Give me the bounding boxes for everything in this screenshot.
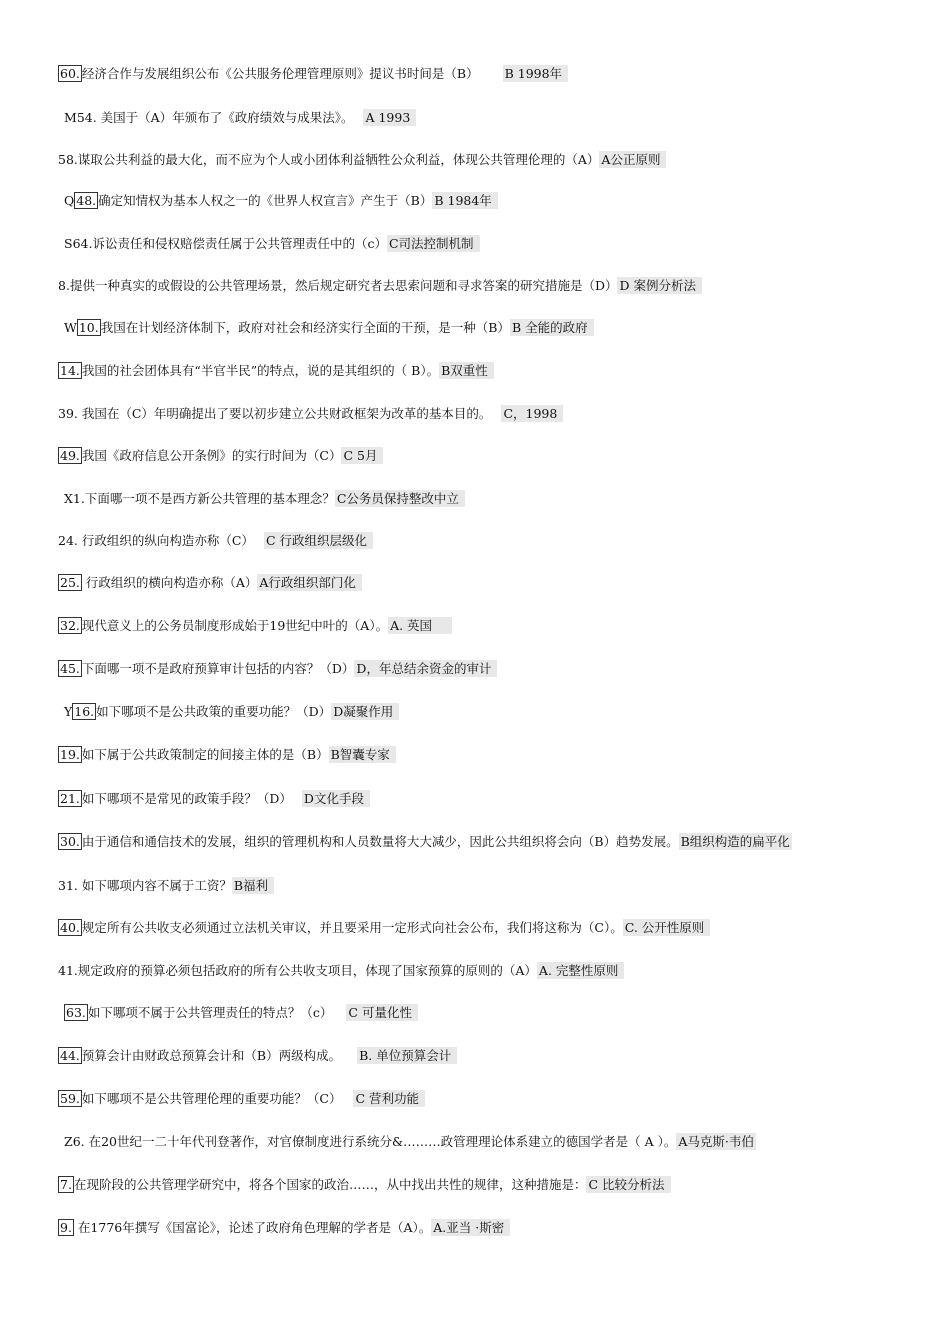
question-number: 44. [60,1048,80,1063]
answer-highlight: C 比较分析法 [586,1176,670,1193]
question-number: 63. [66,1005,86,1020]
question-line [58,573,362,593]
answer-highlight: B智囊专家 [329,746,396,763]
question-line [58,745,396,765]
question-line [58,361,494,381]
question-text: 提供一种真实的或假设的公共管理场景，然后规定研究者去思索问题和寻求答案的研究措施是（D） [69,278,618,293]
question-line [58,64,568,84]
answer-highlight: A.亚当 ·斯密 [431,1219,510,1236]
question-number: 31. [58,878,78,893]
question-line [58,1003,418,1023]
question-text: 确定知情权为基本人权之一的《世界人权宣言》产生于（B） [98,193,433,208]
question-prefix: Z [64,1134,73,1149]
question-prefix: S [64,236,73,251]
question-prefix: M [64,110,77,125]
question-number: 59. [60,1091,80,1106]
question-number: 30. [60,834,80,849]
answer-highlight: A 1993 [363,109,416,126]
answer-highlight: C，1998 [501,405,563,422]
question-text: 由于通信和通信技术的发展，组织的管理机构和人员数量将大大减少，因此公共组织将会向（B）趋势发展。 [81,834,679,849]
question-number: 60. [60,66,80,81]
question-line [58,616,452,636]
question-line [58,446,383,466]
question-number: 40. [60,920,80,935]
answer-highlight: D 案例分析法 [617,277,702,294]
question-line [58,1089,425,1109]
question-number: 14. [60,363,80,378]
answer-highlight: A. 英国 [388,617,452,634]
question-number: 8. [58,278,70,293]
answer-highlight: C. 公开性原则 [623,919,711,936]
question-line [58,276,702,296]
answer-highlight: C 行政组织层级化 [264,532,373,549]
question-line [64,234,480,254]
question-line [64,318,594,338]
question-text: 行政组织的横向构造亦称（A） [81,575,258,590]
question-number: 58. [58,152,78,167]
question-number: 64. [72,236,93,251]
question-line [64,489,465,509]
question-number: 19. [60,747,80,762]
question-number: 21. [60,791,80,806]
question-number: 25. [60,575,80,590]
question-text: 如下哪项不属于公共管理责任的特点？（c） [87,1005,333,1020]
question-number: 45. [60,661,80,676]
answer-highlight: B福利 [232,877,274,894]
question-line [58,832,792,852]
question-number: 41. [58,963,78,978]
question-text: 行政组织的纵向构造亦称（C） [77,533,254,548]
question-number: 9. [60,1220,72,1235]
question-text: 如下哪项内容不属于工资？ [77,878,232,893]
question-number: 1. [72,491,85,506]
question-text: 在现阶段的公共管理学研究中，将各个国家的政治……，从中找出共性的规律，这种措施是： [73,1177,587,1192]
question-text: 在20世纪一二十年代刊登著作，对官僚制度进行系统分&………政管理理论体系建立的德国学者是（ A ）。 [84,1134,677,1149]
question-number: 54. [76,110,97,125]
answer-highlight: C司法控制机制 [387,235,480,252]
question-text: 我国《政府信息公开条例》的实行时间为（C） [81,448,342,463]
answer-highlight: B 全能的政府 [510,319,594,336]
question-text: 下面哪一项不是西方新公共管理的基本理念？ [84,491,335,506]
question-text: 如下哪项不是公共管理伦理的重要功能？（C） [81,1091,342,1106]
question-line [58,150,666,170]
question-line [64,1132,756,1152]
question-text: 下面哪一项不是政府预算审计包括的内容？（D） [81,661,355,676]
question-text: 如下哪项不是公共政策的重要功能？（D） [96,704,332,719]
question-text: 经济合作与发展组织公布《公共服务伦理管理原则》提议书时间是（B） [81,66,479,81]
answer-highlight: C 可量化性 [346,1004,418,1021]
question-line [64,702,399,722]
question-text: 我国的社会团体具有“半官半民”的特点，说的是其组织的（ B）。 [81,363,440,378]
question-line [64,108,416,128]
question-line [58,961,624,981]
answer-highlight: C 营利功能 [353,1090,425,1107]
question-number: 49. [60,448,80,463]
question-line [58,1046,457,1066]
question-text: 预算会计由财政总预算会计和（B）两级构成。 [81,1048,342,1063]
question-line [58,1218,510,1238]
question-text: 我国在（C）年明确提出了要以初步建立公共财政框架为改革的基本目的。 [77,406,492,421]
question-number: 6. [72,1134,85,1149]
question-line [64,191,498,211]
question-number: 24. [58,533,78,548]
question-line [58,876,274,896]
question-number: 7. [60,1177,72,1192]
answer-highlight: D，年总结余资金的审计 [354,660,497,677]
question-number: 48. [76,193,97,208]
question-line [58,1175,671,1195]
question-prefix: W [64,320,77,335]
question-line [58,659,497,679]
answer-highlight: D文化手段 [302,790,370,807]
question-number: 10. [78,320,99,335]
answer-highlight: C公务员保持整改中立 [335,490,465,507]
question-line [58,789,370,809]
answer-highlight: D凝聚作用 [331,703,399,720]
answer-highlight: A公正原则 [599,151,666,168]
question-text: 在1776年撰写《国富论》，论述了政府角色理解的学者是（A）。 [73,1220,432,1235]
question-text: 谋取公共利益的最大化，而不应为个人或小团体利益牺牲公众利益，体现公共管理伦理的（A） [77,152,600,167]
answer-highlight: B组织构造的扁平化 [680,834,790,849]
question-text: 规定所有公共收支必须通过立法机关审议，并且要采用一定形式向社会公布，我们将这称为（C）。 [81,920,623,935]
question-text: 诉讼责任和侵权赔偿责任属于公共管理责任中的（c） [92,236,387,251]
question-number: 32. [60,618,80,633]
question-number: 39. [58,406,78,421]
question-text: 我国在计划经济体制下，政府对社会和经济实行全面的干预，是一种（B） [100,320,510,335]
answer-highlight: A. 完整性原则 [537,962,624,979]
answer-highlight: B. 单位预算会计 [357,1047,457,1064]
question-prefix: Y [64,704,73,719]
answer-highlight: B 1998年 [503,65,568,82]
question-text: 现代意义上的公务员制度形成始于19世纪中叶的（A）。 [81,618,389,633]
question-text: 如下哪项不是常见的政策手段？（D） [81,791,292,806]
question-line [58,918,710,938]
answer-highlight: C 5月 [341,447,383,464]
answer-highlight: B 1984年 [432,192,497,209]
answer-highlight: A行政组织部门化 [257,574,362,591]
answer-highlight: B双重性 [439,362,494,379]
question-text: 美国于（A）年颁布了《政府绩效与成果法》。 [96,110,354,125]
answer-highlight: A马克斯·韦伯 [678,1134,754,1149]
question-prefix: X [64,491,73,506]
question-line [58,404,563,424]
question-text: 如下属于公共政策制定的间接主体的是（B） [81,747,329,762]
question-number: 16. [74,704,95,719]
question-prefix: Q [64,193,75,208]
question-line [58,531,373,551]
question-text: 规定政府的预算必须包括政府的所有公共收支项目，体现了国家预算的原则的（A） [77,963,537,978]
